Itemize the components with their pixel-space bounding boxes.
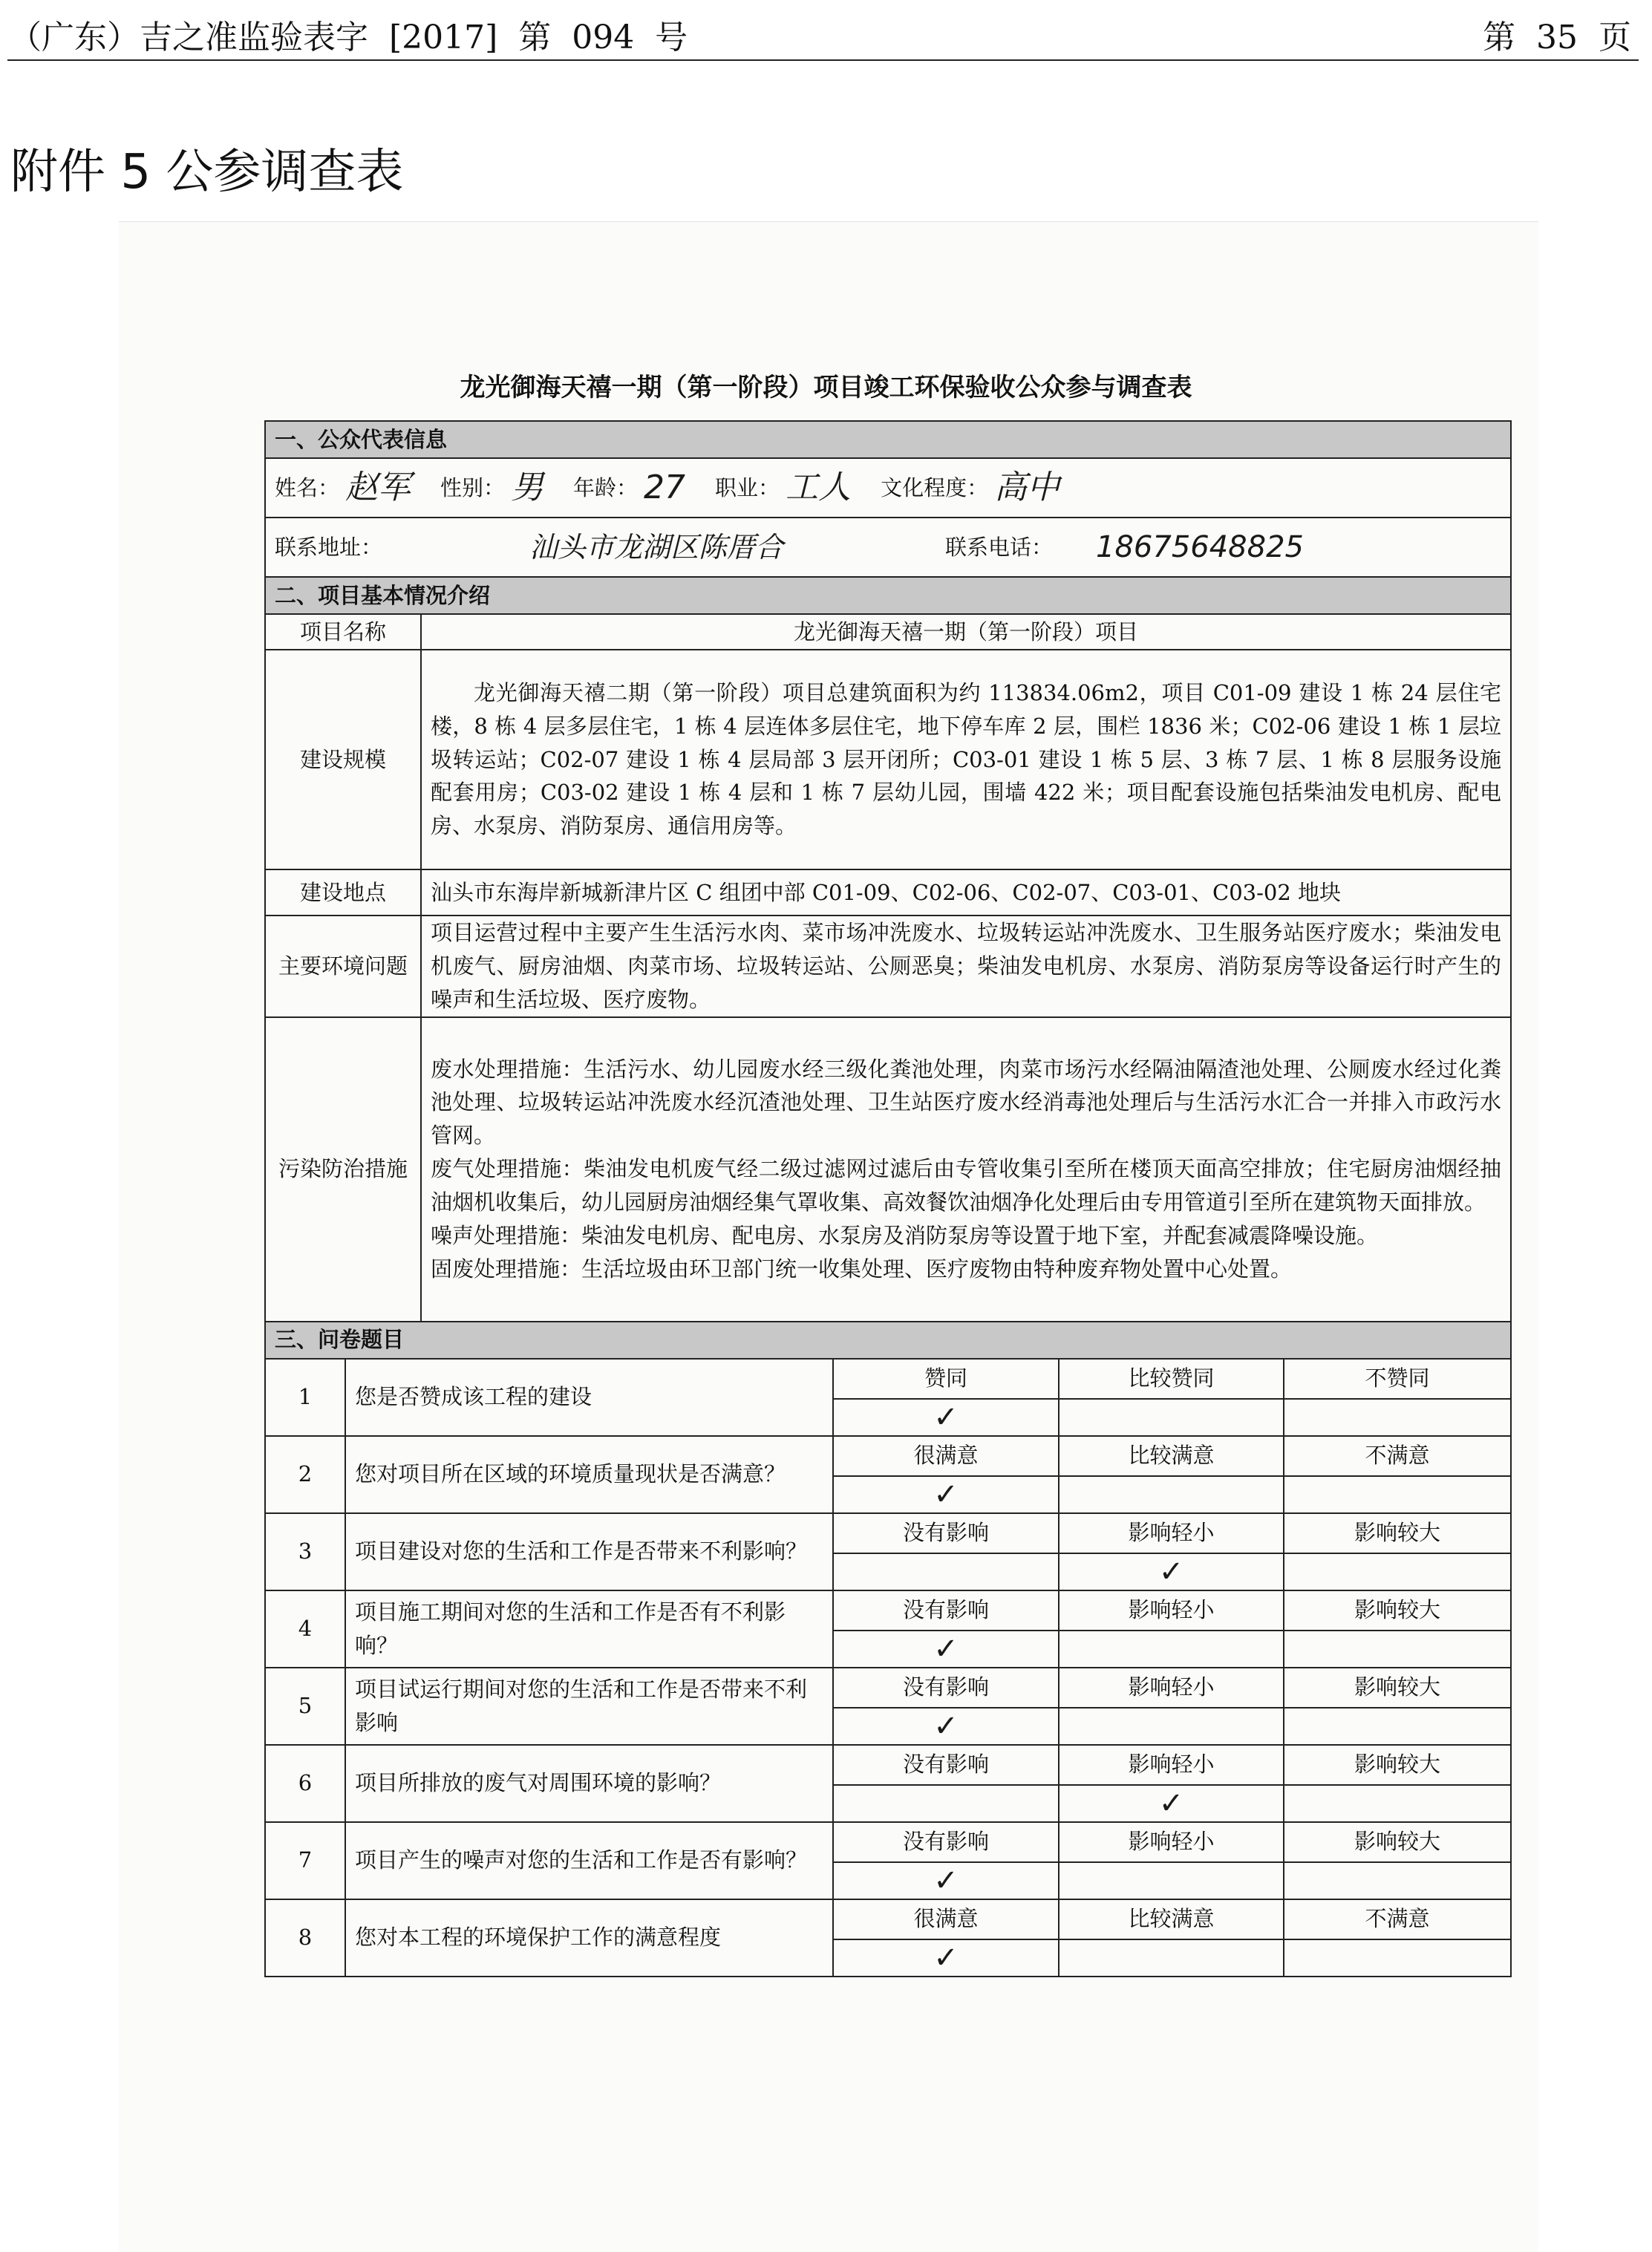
environmental-issues-text: 项目运营过程中主要产生生活污水肉、菜市场冲洗废水、垃圾转运站冲洗废水、卫生服务站医疗废水；柴油发电机废气、厨房油烟、肉菜市场、垃圾转运站、公厕恶臭；柴油发电机房、水泵房、消防泵房等设备运行时产生的噪声和生活垃圾、医疗废物。 bbox=[421, 916, 1511, 1017]
question-row bbox=[265, 1359, 1511, 1399]
address-label: 联系地址： bbox=[275, 534, 383, 560]
education-value: 高中 bbox=[994, 468, 1060, 506]
construction-scale-text: 龙光御海天禧二期（第一阶段）项目总建筑面积为约 113834.06m2，项目 C01-09 建设 1 栋 24 层住宅楼，8 栋 4 层多层住宅，1 栋 4 层连体多层住宅，地下停车库 2 层，围栏 1836 米；C02-06 建设 1 栋 1 层垃圾转运站；C02-07 建设 1 栋 4 层局部 3 层开闭所；C03-01 建设 1 栋 5 层、3 栋 7 层、1 栋 8 层服务设施配套用房；C03-02 建设 1 栋 4 层和 1 栋 7 层幼儿园，围墙 422 米；项目配套设施包括柴油发电机房、配电房、水泵房、消防泵房、通信用房等。 bbox=[421, 650, 1511, 869]
question-number: 7 bbox=[265, 1822, 345, 1899]
section-2-header bbox=[265, 577, 1511, 614]
question-row bbox=[265, 1668, 1511, 1708]
solid-waste-measures: 固废处理措施：生活垃圾由环卫部门统一收集处理、医疗废物由特种废弃物处置中心处置。 bbox=[431, 1256, 1293, 1282]
education-label: 文化程度： bbox=[881, 474, 989, 500]
question-row bbox=[265, 1513, 1511, 1553]
question-row bbox=[265, 1590, 1511, 1631]
page-number: 第 35 页 bbox=[1483, 19, 1631, 56]
checkmark-icon: ✓ bbox=[1158, 1786, 1184, 1821]
checkmark-icon: ✓ bbox=[933, 1400, 959, 1435]
question-text: 项目试运行期间对您的生活和工作是否带来不利影响 bbox=[345, 1668, 833, 1745]
answer-option-label: 影响轻小 bbox=[1059, 1745, 1284, 1785]
answer-checkbox-cell[interactable] bbox=[833, 1399, 1059, 1436]
survey-form-table bbox=[264, 420, 1512, 1977]
answer-checkbox-cell[interactable] bbox=[1284, 1862, 1511, 1899]
gender-label: 性别： bbox=[440, 474, 506, 500]
answer-checkbox-cell[interactable] bbox=[833, 1476, 1059, 1513]
pollution-control-text bbox=[421, 1017, 1511, 1322]
section-1-header bbox=[265, 421, 1511, 458]
answer-checkbox-cell[interactable] bbox=[1059, 1399, 1284, 1436]
annex-title: 附件 5 公参调查表 bbox=[10, 145, 404, 200]
question-text: 项目施工期间对您的生活和工作是否有不利影响？ bbox=[345, 1590, 833, 1668]
contact-info-row bbox=[265, 518, 1511, 577]
occupation-value: 工人 bbox=[786, 468, 852, 506]
answer-option-label: 没有影响 bbox=[833, 1745, 1059, 1785]
answer-checkbox-cell[interactable] bbox=[833, 1939, 1059, 1977]
answer-checkbox-cell[interactable] bbox=[1059, 1553, 1284, 1590]
answer-checkbox-cell[interactable] bbox=[833, 1785, 1059, 1822]
question-number: 1 bbox=[265, 1359, 345, 1436]
answer-checkbox-cell[interactable] bbox=[1284, 1399, 1511, 1436]
name-value: 赵军 bbox=[345, 468, 411, 506]
answer-option-label: 影响轻小 bbox=[1059, 1590, 1284, 1631]
answer-checkbox-cell[interactable] bbox=[833, 1708, 1059, 1745]
question-row bbox=[265, 1822, 1511, 1862]
answer-checkbox-cell[interactable] bbox=[1284, 1476, 1511, 1513]
occupation-label: 职业： bbox=[715, 474, 780, 500]
project-name-value: 龙光御海天禧一期（第一阶段）项目 bbox=[421, 614, 1511, 650]
answer-option-label: 没有影响 bbox=[833, 1513, 1059, 1553]
address-value: 汕头市龙湖区陈厝合 bbox=[529, 530, 784, 564]
construction-site-label: 建设地点 bbox=[265, 869, 421, 916]
answer-option-label: 影响轻小 bbox=[1059, 1513, 1284, 1553]
age-value: 27 bbox=[644, 468, 686, 506]
answer-option-label: 很满意 bbox=[833, 1899, 1059, 1939]
environmental-issues-label: 主要环境问题 bbox=[265, 916, 421, 1017]
form-title: 龙光御海天禧一期（第一阶段）项目竣工环保验收公众参与调查表 bbox=[460, 373, 1192, 402]
answer-option-label: 不满意 bbox=[1284, 1436, 1511, 1476]
project-name-row bbox=[265, 614, 1511, 650]
answer-checkbox-cell[interactable] bbox=[1059, 1476, 1284, 1513]
answer-option-label: 影响轻小 bbox=[1059, 1668, 1284, 1708]
construction-scale-label: 建设规模 bbox=[265, 650, 421, 869]
answer-option-label: 影响较大 bbox=[1284, 1668, 1511, 1708]
respondent-info-row bbox=[265, 458, 1511, 518]
question-number: 2 bbox=[265, 1436, 345, 1513]
answer-option-label: 影响较大 bbox=[1284, 1513, 1511, 1553]
checkmark-icon: ✓ bbox=[933, 1708, 959, 1743]
question-text: 项目建设对您的生活和工作是否带来不利影响？ bbox=[345, 1513, 833, 1590]
answer-checkbox-cell[interactable] bbox=[1284, 1631, 1511, 1668]
answer-checkbox-cell[interactable] bbox=[833, 1553, 1059, 1590]
answer-checkbox-cell[interactable] bbox=[1284, 1708, 1511, 1745]
construction-site-row bbox=[265, 869, 1511, 916]
age-label: 年龄： bbox=[573, 474, 639, 500]
question-number: 8 bbox=[265, 1899, 345, 1977]
construction-site-text: 汕头市东海岸新城新津片区 C 组团中部 C01-09、C02-06、C02-07、C03-01、C03-02 地块 bbox=[421, 869, 1511, 916]
answer-checkbox-cell[interactable] bbox=[1059, 1785, 1284, 1822]
answer-option-label: 很满意 bbox=[833, 1436, 1059, 1476]
question-text: 您是否赞成该工程的建设 bbox=[345, 1359, 833, 1436]
answer-checkbox-cell[interactable] bbox=[833, 1862, 1059, 1899]
pollution-control-label: 污染防治措施 bbox=[265, 1017, 421, 1322]
noise-measures: 噪声处理措施：柴油发电机房、配电房、水泵房及消防泵房等设置于地下室，并配套减震降噪设施。 bbox=[431, 1223, 1379, 1249]
environmental-issues-row bbox=[265, 916, 1511, 1017]
gender-value: 男 bbox=[511, 468, 544, 506]
section-1-heading: 一、公众代表信息 bbox=[265, 421, 1511, 458]
checkmark-icon: ✓ bbox=[933, 1863, 959, 1898]
header-rule bbox=[7, 59, 1639, 61]
answer-option-label: 没有影响 bbox=[833, 1590, 1059, 1631]
section-3-header bbox=[265, 1322, 1511, 1359]
answer-checkbox-cell[interactable] bbox=[1059, 1631, 1284, 1668]
question-text: 项目所排放的废气对周围环境的影响？ bbox=[345, 1745, 833, 1822]
answer-option-label: 比较赞同 bbox=[1059, 1359, 1284, 1399]
checkmark-icon: ✓ bbox=[933, 1940, 959, 1975]
question-number: 4 bbox=[265, 1590, 345, 1668]
wastewater-measures: 废水处理措施：生活污水、幼儿园废水经三级化粪池处理，肉菜市场污水经隔油隔渣池处理、公厕废水经过化粪池处理、垃圾转运站冲洗废水经沉渣池处理、卫生站医疗废水经消毒池处理后与生活污水汇合一并排入市政污水管网。 bbox=[431, 1056, 1502, 1149]
questionnaire-body bbox=[265, 1359, 1511, 1977]
answer-option-label: 影响较大 bbox=[1284, 1745, 1511, 1785]
document-reference: （广东）吉之准监验表字 [2017] 第 094 号 bbox=[9, 19, 688, 56]
checkmark-icon: ✓ bbox=[1158, 1554, 1184, 1589]
checkmark-icon: ✓ bbox=[933, 1631, 959, 1666]
pollution-control-row bbox=[265, 1017, 1511, 1322]
question-number: 6 bbox=[265, 1745, 345, 1822]
checkmark-icon: ✓ bbox=[933, 1477, 959, 1512]
answer-option-label: 影响较大 bbox=[1284, 1822, 1511, 1862]
question-row bbox=[265, 1745, 1511, 1785]
question-row bbox=[265, 1899, 1511, 1939]
name-label: 姓名： bbox=[275, 474, 340, 500]
answer-option-label: 影响轻小 bbox=[1059, 1822, 1284, 1862]
question-text: 项目产生的噪声对您的生活和工作是否有影响？ bbox=[345, 1822, 833, 1899]
construction-scale-row bbox=[265, 650, 1511, 869]
question-text: 您对项目所在区域的环境质量现状是否满意？ bbox=[345, 1436, 833, 1513]
answer-option-label: 影响较大 bbox=[1284, 1590, 1511, 1631]
answer-checkbox-cell[interactable] bbox=[1059, 1708, 1284, 1745]
section-3-heading: 三、问卷题目 bbox=[265, 1322, 1511, 1359]
question-number: 3 bbox=[265, 1513, 345, 1590]
answer-option-label: 比较满意 bbox=[1059, 1436, 1284, 1476]
answer-checkbox-cell[interactable] bbox=[1284, 1939, 1511, 1977]
question-number: 5 bbox=[265, 1668, 345, 1745]
answer-checkbox-cell[interactable] bbox=[1059, 1939, 1284, 1977]
section-2-heading: 二、项目基本情况介绍 bbox=[265, 577, 1511, 614]
question-text: 您对本工程的环境保护工作的满意程度 bbox=[345, 1899, 833, 1977]
answer-checkbox-cell[interactable] bbox=[833, 1631, 1059, 1668]
answer-option-label: 不满意 bbox=[1284, 1899, 1511, 1939]
answer-checkbox-cell[interactable] bbox=[1284, 1553, 1511, 1590]
answer-option-label: 比较满意 bbox=[1059, 1899, 1284, 1939]
answer-option-label: 不赞同 bbox=[1284, 1359, 1511, 1399]
answer-checkbox-cell[interactable] bbox=[1284, 1785, 1511, 1822]
phone-value: 18675648825 bbox=[1096, 530, 1304, 564]
project-name-label: 项目名称 bbox=[265, 614, 421, 650]
answer-option-label: 没有影响 bbox=[833, 1668, 1059, 1708]
exhaust-gas-measures: 废气处理措施：柴油发电机废气经二级过滤网过滤后由专管收集引至所在楼顶天面高空排放；住宅厨房油烟经抽油烟机收集后，幼儿园厨房油烟经集气罩收集、高效餐饮油烟净化处理后由专用管道引至所在建筑物天面排放。 bbox=[431, 1156, 1502, 1215]
question-row bbox=[265, 1436, 1511, 1476]
answer-option-label: 赞同 bbox=[833, 1359, 1059, 1399]
answer-option-label: 没有影响 bbox=[833, 1822, 1059, 1862]
phone-label: 联系电话： bbox=[945, 534, 1054, 560]
answer-checkbox-cell[interactable] bbox=[1059, 1862, 1284, 1899]
